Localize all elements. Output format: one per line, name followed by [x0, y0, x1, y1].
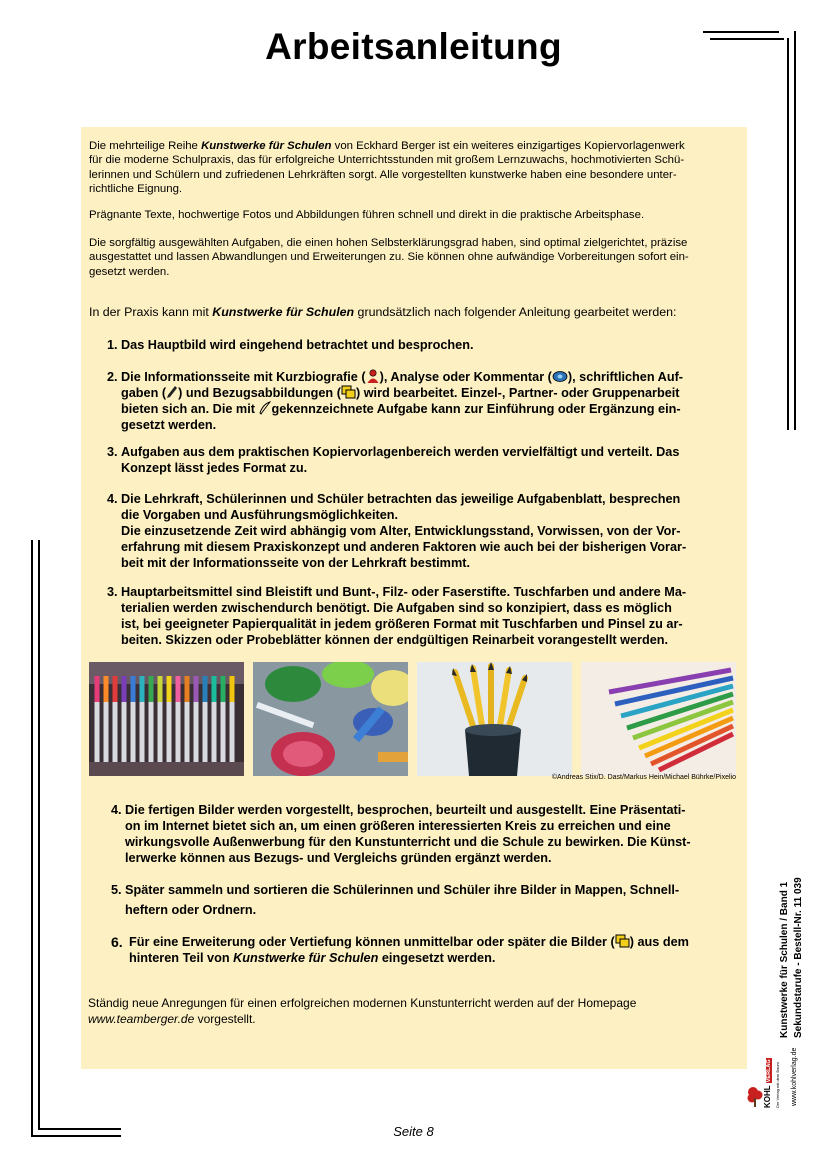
step-text: ) aus dem — [629, 935, 689, 949]
step-text: Aufgaben aus dem praktischen Kopiervorlagenbereich werden vervielfältigt und verteilt. Das — [121, 445, 680, 459]
step-text: Die fertigen Bilder werden vorgestellt, besprochen, beurteilt und ausgestellt. Eine Präsentati- — [125, 803, 686, 817]
step-text: Für eine Erweiterung oder Vertiefung können unmittelbar oder später die Bilder ( — [129, 935, 615, 949]
step-text: ) und Bezugsabbildungen ( — [178, 386, 341, 400]
step-text: on im Internet bietet sich an, um einen größeren interessierten Kreis zu erreichen und eine — [125, 819, 671, 833]
step-text: ), Analyse oder Kommentar ( — [379, 370, 552, 384]
step-7 — [111, 880, 747, 920]
page-number: Seite 8 — [393, 1124, 434, 1139]
series-title: Kunstwerke für Schulen — [212, 305, 355, 319]
step-3 — [107, 444, 747, 476]
outro-text: Ständig neue Anregungen für einen erfolgreichen modernen Kunstunterricht werden auf der Homepage — [88, 996, 637, 1010]
step-number: 5. — [111, 883, 122, 897]
intro-paragraph-2: Prägnante Texte, hochwertige Fotos und Abbildungen führen schnell und direkt in die praktische Arbeitsphase. — [89, 209, 645, 221]
step-text: terialien werden zwischendurch benötigt. Die Aufgaben sind so konzipiert, dass es möglich — [121, 601, 672, 615]
step-number: 4. — [107, 492, 118, 506]
lead-text: In der Praxis kann mit — [89, 305, 213, 319]
step-2 — [107, 369, 747, 433]
step-number: 3. — [107, 445, 118, 459]
reference-images-icon — [341, 385, 356, 399]
publisher-logo-text — [763, 1038, 775, 1108]
step-text: Hauptarbeitsmittel sind Bleistift und Bunt-, Filz- oder Faserstifte. Tuschfarben und andere Ma- — [121, 585, 687, 599]
step-number: 1. — [107, 338, 118, 352]
lead-text: grundsätzlich nach folgender Anleitung gearbeitet werden: — [354, 305, 677, 319]
frame-line-right-2 — [794, 31, 796, 430]
analysis-icon — [552, 370, 568, 383]
photo-credit: ©Andreas Stix/D. Dast/Markus Hein/Michael Bührke/Pixelio — [551, 774, 736, 781]
step-6 — [111, 802, 747, 866]
step-text: beiten. Skizzen oder Probeblätter können der endgültigen Reinarbeit vorangestellt werden. — [121, 633, 669, 647]
step-text: lerwerke können aus Bezugs- und Vergleichs gründen ergänzt werden. — [125, 851, 552, 865]
intro-text: ausgestattet und lassen Abwandlungen und Erweiterungen zu. Sie können ohne aufwändige Vorbereitungen sofort ein- — [89, 251, 689, 264]
intro-text: von Eckhard Berger ist ein weiteres einzigartiges Kopiervorlagenwerk — [331, 140, 685, 152]
publisher-tagline — [775, 1038, 783, 1108]
step-8 — [111, 934, 751, 966]
intro-text: lerinnen und Schülern und zufriedenen Lehrkräften sorgt. Alle vorgestellten kunstwerke haben eine besondere unter- — [89, 168, 677, 181]
intro-text: Die mehrteilige Reihe — [89, 140, 202, 152]
quill-icon — [258, 401, 271, 415]
photo-gel-pens — [89, 662, 244, 776]
step-text: Die einzusetzende Zeit wird abhängig vom Alter, Entwicklungsstand, Vorwissen, von der Vor- — [121, 524, 681, 538]
step-number: 4. — [111, 803, 122, 817]
reference-images-icon — [615, 934, 630, 948]
page-title: Arbeitsanleitung — [265, 26, 562, 67]
homepage-link[interactable]: www.teamberger.de — [88, 1011, 195, 1026]
publisher-url — [791, 1028, 803, 1106]
step-text: hinteren Teil von — [129, 951, 234, 965]
step-text: eingesetzt werden. — [378, 951, 496, 965]
outro-paragraph — [88, 996, 748, 1027]
step-text: bieten sich an. Die mit — [121, 402, 259, 416]
outro-text: vorgestellt. — [194, 1011, 256, 1026]
step-text: Konzept lässt jedes Format zu. — [121, 461, 308, 475]
step-text: gesetzt werden. — [121, 418, 217, 432]
publisher-url-text[interactable]: www.kohlverlag.de — [791, 1047, 798, 1106]
publisher-logo — [749, 1038, 789, 1114]
step-text: Das Hauptbild wird eingehend betrachtet und besprochen. — [121, 338, 474, 352]
step-text: Die Informationsseite mit Kurzbiografie ( — [121, 370, 366, 384]
order-number: Sekundstarufe - Bestell-Nr. 11 039 — [793, 877, 804, 1038]
frame-line-right — [787, 38, 789, 430]
publisher-name: KOHL — [763, 1085, 772, 1108]
step-text: heftern oder Ordnern. — [125, 903, 257, 917]
step-4 — [107, 491, 747, 571]
biography-icon — [366, 369, 380, 383]
step-text: ist, bei geeigneter Papierqualität in jedem größeren Format mit Tuschfarben und Pinsel zu ar- — [121, 617, 683, 631]
photo-colored-pencils — [581, 662, 736, 776]
intro-text: für die moderne Schulpraxis, das für erfolgreiche Unterrichtsstunden mit großem Lernzuwachs, hochmotivierten Schü- — [89, 154, 685, 167]
intro-text: richtliche Eignung. — [89, 182, 183, 195]
intro-paragraph-3 — [89, 236, 749, 279]
series-title: Kunstwerke für Schulen — [233, 951, 379, 965]
series-info — [779, 828, 793, 1038]
step-text: Später sammeln und sortieren die Schülerinnen und Schüler ihre Bilder in Mappen, Schnell- — [125, 883, 680, 897]
publisher-badge: VERLAG — [766, 1059, 772, 1083]
step-text: Die Lehrkraft, Schülerinnen und Schüler betrachten das jeweilige Aufgabenblatt, besprechen — [121, 492, 681, 506]
step-5 — [107, 584, 747, 648]
step-text: erfahrung mit diesem Praxiskonzept und anderen Faktoren wie auch bei der bisherigen Vorar- — [121, 540, 687, 554]
step-text: beit mit der Informationsseite von der Lehrkraft bestimmt. — [121, 556, 470, 570]
intro-paragraph-1 — [89, 139, 749, 196]
photo-pencils-in-cup — [417, 662, 572, 776]
step-text: gekennzeichnete Aufgabe kann zur Einführung oder Ergänzung ein- — [271, 402, 681, 416]
intro-text: Die sorgfältig ausgewählten Aufgaben, die einen hohen Selbsterklärungsgrad haben, sind optimal zielgerichtet, präzise — [89, 237, 688, 249]
lead-sentence — [89, 305, 749, 320]
sidebar-info — [757, 828, 827, 1118]
pencil-icon — [166, 385, 178, 399]
step-text: ) wird bearbeitet. Einzel-, Partner- oder Gruppenarbeit — [355, 386, 680, 400]
series-title: Kunstwerke für Schulen — [201, 140, 332, 152]
step-text: wirkungsvolle Außenwerbung für den Kunstunterricht und die Schule zu bewirken. Die Künst- — [125, 835, 691, 849]
step-number: 3. — [107, 585, 118, 599]
publisher-tagline-text: Der Verlag mit dem Baum — [775, 1062, 780, 1108]
order-info — [793, 828, 807, 1038]
photo-watercolor-paints — [253, 662, 408, 776]
step-text: ), schriftlichen Auf- — [567, 370, 684, 384]
step-number: 6. — [111, 934, 123, 950]
frame-line-left-2 — [38, 540, 40, 1130]
step-text: gaben ( — [121, 386, 167, 400]
series-info-line: Kunstwerke für Schulen / Band 1 — [779, 881, 790, 1038]
tree-icon — [747, 1086, 763, 1108]
intro-text: gesetzt werden. — [89, 265, 170, 278]
step-text: die Vorgaben und Ausführungsmöglichkeiten. — [121, 508, 399, 522]
step-number: 2. — [107, 370, 118, 384]
frame-line-left — [31, 540, 33, 1137]
